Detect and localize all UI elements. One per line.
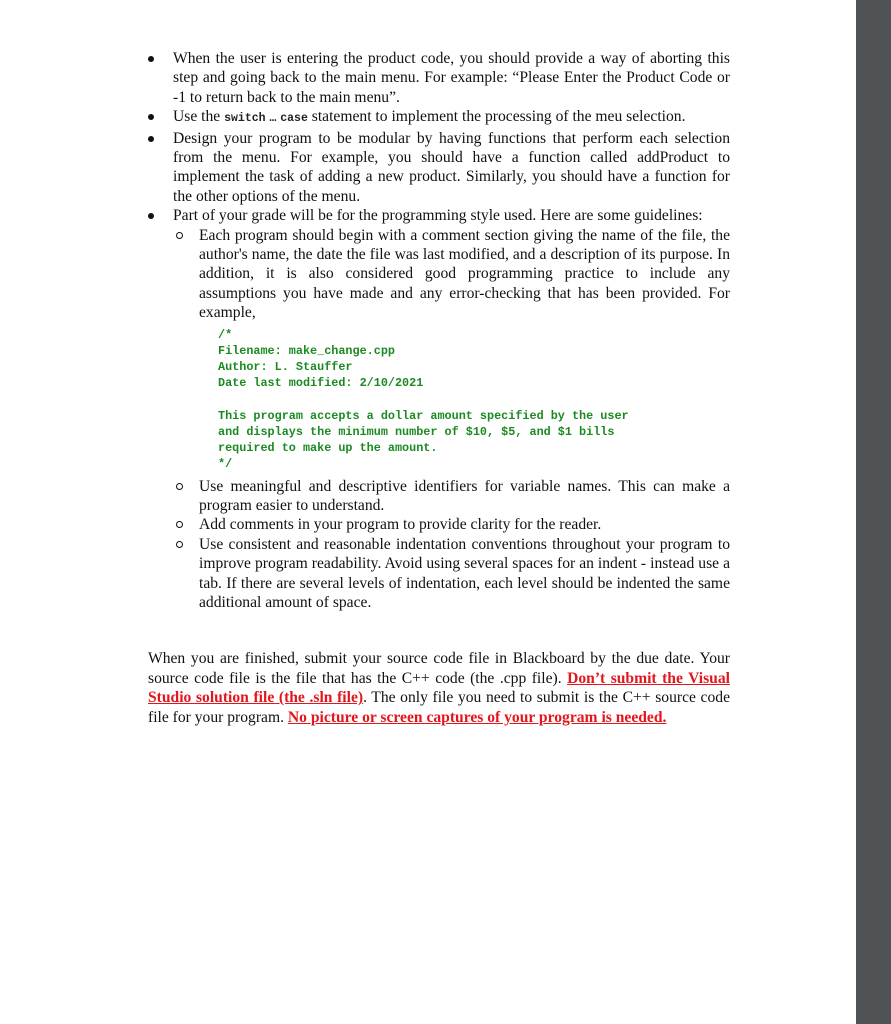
bullet-text: When the user is entering the product code, you should provide a way of aborting this step and going back to the main menu. For example: “Please Enter the Product Code or -1 to return back to the main menu”. [173, 50, 730, 106]
bullet-text-post: statement to implement the processing of the meu selection. [311, 108, 686, 126]
guideline-indentation [148, 535, 730, 613]
bullet-dot-icon [148, 114, 154, 120]
bullet-text-pre: Use the [173, 108, 221, 126]
submission-text-2: . The only file you need to submit is the C++ source code file for your program. [148, 689, 730, 726]
bullet-text: Part of your grade will be for the programming style used. Here are some guidelines: [173, 207, 703, 225]
sub-bullet-circle-icon [176, 541, 183, 548]
bullet-modular-design [148, 129, 730, 207]
submission-paragraph [148, 649, 730, 727]
sub-bullet-circle-icon [176, 232, 183, 239]
guideline-text: Use consistent and reasonable indentation conventions throughout your program to improve program readability. Avoid using several spaces for an indent - instead use a tab. If there are several levels of indentation, each level should be indented the same additional amount of space. [199, 535, 730, 611]
guideline-identifiers [148, 477, 730, 516]
page-content [148, 49, 730, 743]
warning-no-sln: Don’t submit the Visual Studio solution file (the .sln file) [148, 669, 730, 707]
bullet-abort-product-code [148, 49, 730, 107]
warning-no-screenshots: No picture or screen captures of your program is needed. [287, 708, 667, 726]
bullet-dot-icon [148, 136, 154, 142]
bullet-programming-style [148, 206, 730, 225]
sub-bullet-circle-icon [176, 521, 183, 528]
guideline-text: Use meaningful and descriptive identifiers for variable names. This can make a program easier to understand. [199, 477, 730, 514]
keyword-case: case [280, 112, 308, 126]
bullet-switch-case [148, 107, 730, 128]
bullet-text: Design your program to be modular by having functions that perform each selection from the menu. For example, you should have a function called addProduct to implement the task of adding a new product. Similarly, you should have a function for the other options of the menu. [173, 129, 730, 205]
keyword-ellipsis: … [269, 112, 277, 126]
bullet-dot-icon [148, 56, 154, 62]
submission-text-1: When you are finished, submit your source code file in Blackboard by the due date. Your source code file is the file that has the C++ code (the .cpp file). [148, 650, 730, 687]
viewer-scrollbar[interactable] [856, 0, 891, 1024]
bullet-dot-icon [148, 213, 154, 219]
guideline-text: Each program should begin with a comment section giving the name of the file, the author's name, the date the file was last modified, and a description of its purpose. In addition, it is also considered good programming practice to include any assumptions you have made and any error-checking that has been provided. For example, [199, 226, 730, 322]
guideline-comment-section [148, 226, 730, 473]
guidelines-list [148, 226, 730, 613]
requirements-list [148, 49, 730, 226]
guideline-text: Add comments in your program to provide clarity for the reader. [199, 516, 602, 534]
sub-bullet-circle-icon [176, 483, 183, 490]
guideline-comments [148, 515, 730, 534]
code-example: /* Filename: make_change.cpp Author: L. Stauffer Date last modified: 2/10/2021 This program accepts a dollar amount specified by the user and displays the minimum number of $10, $5, and $1 bills required to make up the amount. */ [218, 327, 629, 472]
keyword-switch: switch [224, 112, 266, 126]
